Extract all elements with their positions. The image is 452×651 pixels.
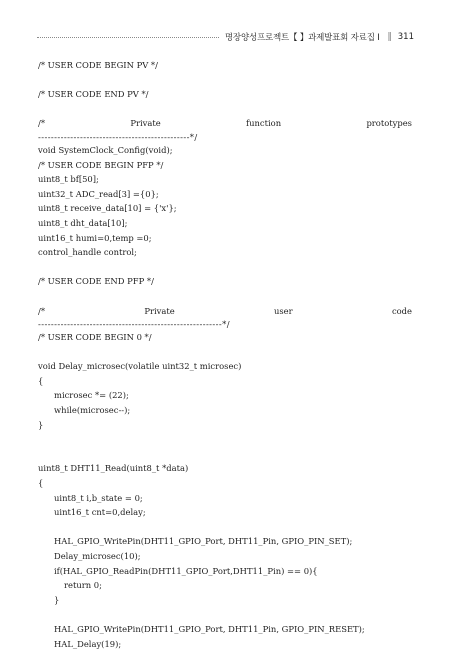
private-prototypes-comment [38, 116, 412, 131]
comment-word: /* [38, 118, 46, 129]
code-line: HAL_GPIO_WritePin(DHT11_GPIO_Port, DHT11_Pin, GPIO_PIN_SET); [54, 536, 353, 547]
comment-word: prototypes [366, 118, 412, 129]
code-line: uint16_t cnt=0,delay; [54, 507, 146, 518]
header-dotted-leader [37, 37, 219, 38]
code-line: if(HAL_GPIO_ReadPin(DHT11_GPIO_Port,DHT11_Pin) == 0){ [54, 565, 318, 576]
code-listing [38, 58, 412, 651]
code-line: /* USER CODE END PFP */ [38, 276, 154, 287]
blank-line [38, 345, 412, 360]
blank-line [38, 607, 412, 622]
code-line: return 0; [64, 580, 102, 591]
code-line: uint16_t humi=0,temp =0; [38, 232, 152, 243]
page-header [37, 30, 414, 44]
code-line: uint8_t dht_data[10]; [38, 217, 128, 228]
code-line: /* USER CODE BEGIN PFP */ [38, 159, 164, 170]
private-user-code-comment [38, 304, 412, 319]
code-line: uint32_t ADC_read[3] ={0}; [38, 188, 159, 199]
comment-word: code [391, 305, 412, 316]
code-line: { [38, 375, 44, 386]
code-line: uint8_t DHT11_Read(uint8_t *data) [38, 463, 189, 474]
blank-line [38, 73, 412, 88]
code-line: HAL_Delay(19); [54, 638, 122, 649]
blank-line [38, 520, 412, 535]
comment-word: user [273, 305, 293, 316]
code-line: /* USER CODE END PV */ [38, 89, 149, 100]
code-line: microsec *= (22); [54, 390, 129, 401]
code-line: control_handle control; [38, 247, 137, 258]
code-line: /* USER CODE BEGIN PV */ [38, 60, 158, 70]
blank-line [38, 447, 412, 462]
code-line: } [54, 594, 60, 605]
code-line: } [38, 419, 44, 430]
comment-dash-rule: ---------------------------------------------------------*/ [38, 319, 230, 330]
code-line: { [38, 478, 44, 489]
comment-dash-rule: -----------------------------------------------*/ [38, 131, 198, 142]
code-line: uint8_t bf[50]; [38, 174, 99, 185]
comment-word: function [246, 118, 282, 129]
header-title: 명장양성프로젝트【 】과제발표회 자료집 Ⅰ [224, 33, 380, 43]
blank-line [38, 289, 412, 304]
code-line: void SystemClock_Config(void); [38, 144, 173, 155]
code-line: /* USER CODE BEGIN 0 */ [38, 332, 152, 343]
blank-line [38, 432, 412, 447]
comment-word: /* [38, 305, 46, 316]
header-separator: ‖ [387, 32, 392, 42]
blank-line [38, 102, 412, 117]
code-line: uint8_t i,b_state = 0; [54, 492, 143, 503]
code-line: HAL_GPIO_WritePin(DHT11_GPIO_Port, DHT11_Pin, GPIO_PIN_RESET); [54, 623, 365, 634]
code-line: Delay_microsec(10); [54, 551, 141, 561]
code-line: uint8_t receive_data[10] = {'x'}; [38, 203, 177, 214]
code-line: while(microsec--); [54, 405, 131, 416]
comment-word: Private [144, 305, 175, 316]
page-number: 311 [397, 32, 414, 42]
comment-word: Private [130, 118, 161, 129]
blank-line [38, 260, 412, 275]
code-line: void Delay_microsec(volatile uint32_t microsec) [38, 361, 242, 372]
